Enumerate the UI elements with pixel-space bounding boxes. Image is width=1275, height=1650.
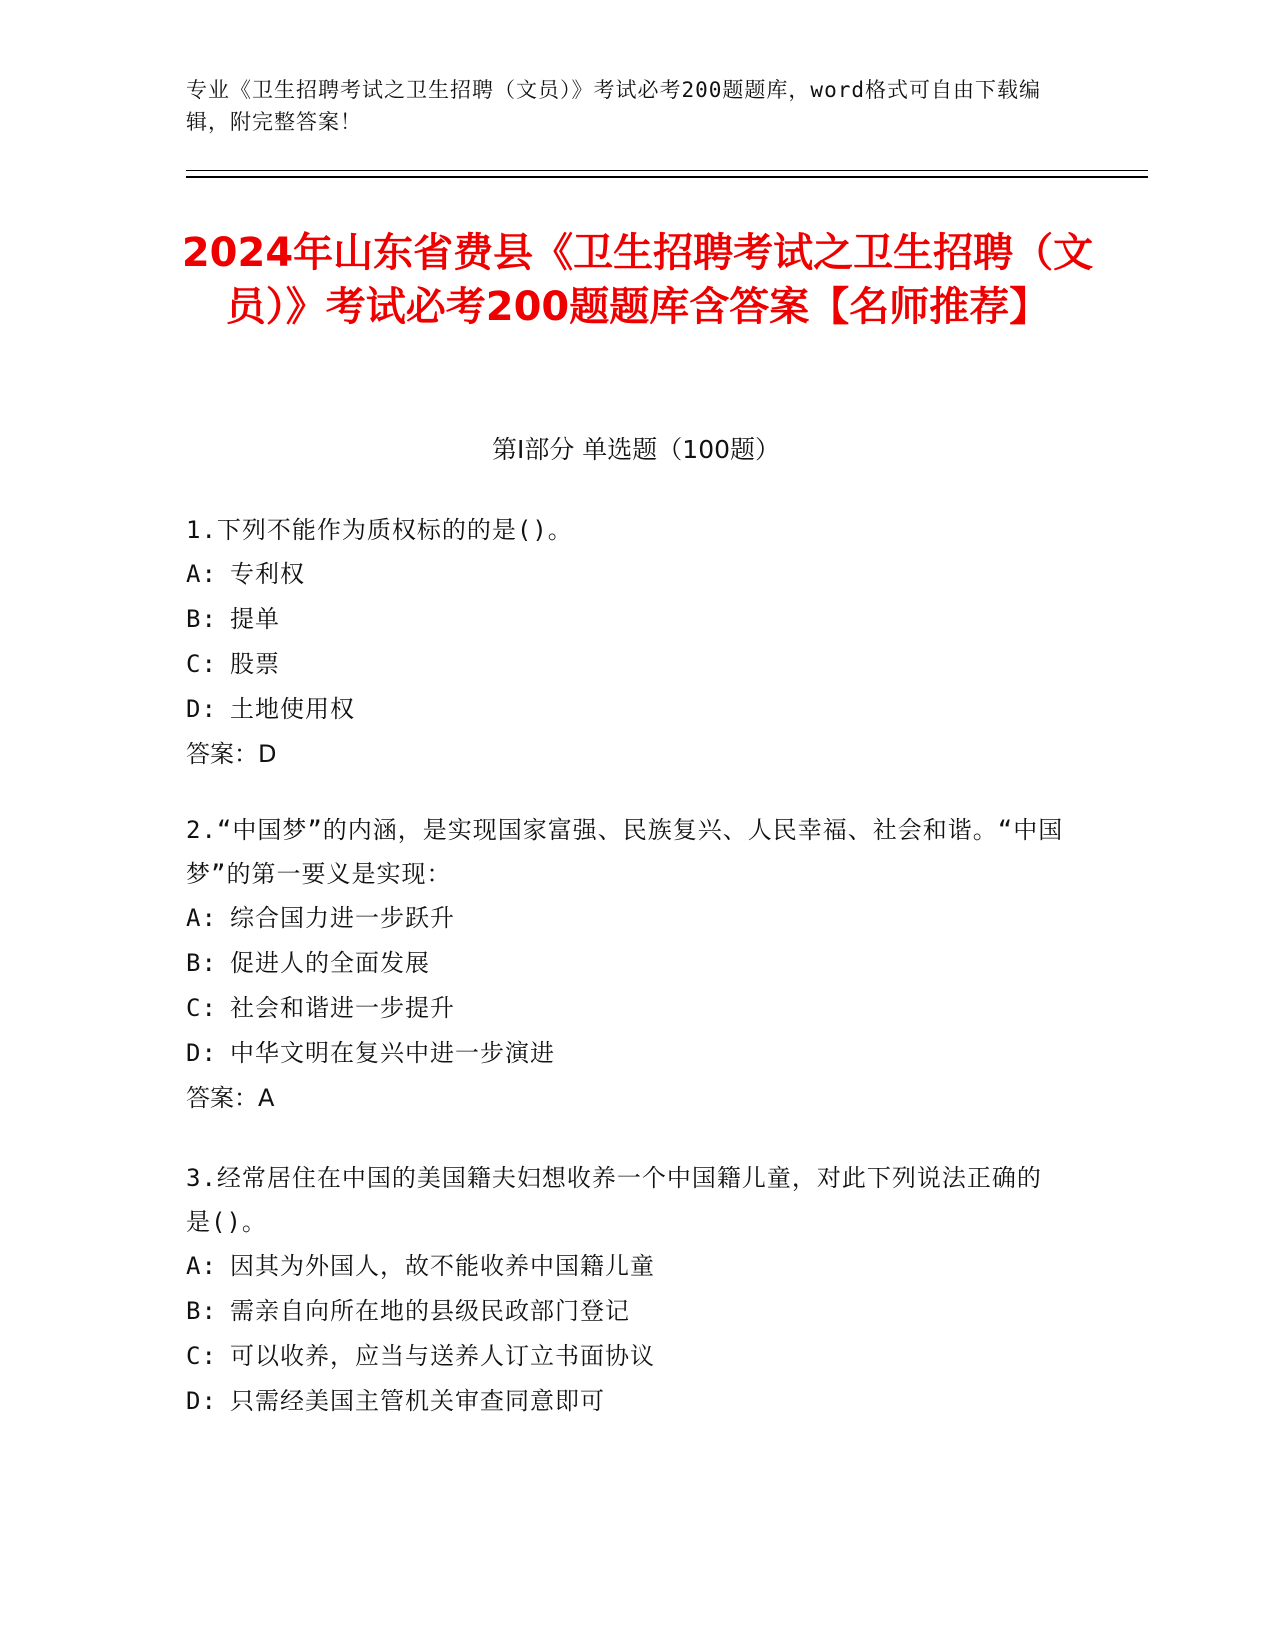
option-letter: C: xyxy=(186,650,217,678)
option-letter: D: xyxy=(186,695,217,723)
document-title: 2024年山东省费县《卫生招聘考试之卫生招聘（文员）》考试必考200题题库含答案【名师推荐】 xyxy=(181,230,1094,330)
option-text: 土地使用权 xyxy=(230,695,355,723)
option-letter: D: xyxy=(186,1387,217,1415)
option-b xyxy=(186,1289,1066,1334)
option-letter: A: xyxy=(186,904,217,932)
option-text: 股票 xyxy=(230,650,280,678)
header-note: 专业《卫生招聘考试之卫生招聘（文员）》考试必考200题题库，word格式可自由下载编辑，附完整答案！ xyxy=(186,78,1041,134)
question-text: 3.经常居住在中国的美国籍夫妇想收养一个中国籍儿童，对此下列说法正确的是()。 xyxy=(186,1164,1042,1236)
option-a xyxy=(186,1244,1066,1289)
answer: 答案：A xyxy=(186,1084,275,1112)
header-rule-thin xyxy=(186,170,1148,171)
option-a xyxy=(186,896,1066,941)
option-d xyxy=(186,1379,1066,1424)
option-text: 提单 xyxy=(230,605,280,633)
option-text: 综合国力进一步跃升 xyxy=(230,904,455,932)
question-text: 2.“中国梦”的内涵，是实现国家富强、民族复兴、人民幸福、社会和谐。“中国梦”的第一要义是实现： xyxy=(186,816,1064,888)
answer: 答案：D xyxy=(186,740,277,768)
section-title: 第Ⅰ部分 单选题（100题） xyxy=(491,435,781,464)
option-d xyxy=(186,687,1066,732)
option-text: 需亲自向所在地的县级民政部门登记 xyxy=(230,1297,630,1325)
question-2 xyxy=(186,808,1066,1121)
option-text: 促进人的全面发展 xyxy=(230,949,430,977)
option-letter: B: xyxy=(186,1297,217,1325)
header-rule-thick xyxy=(186,176,1148,178)
option-a xyxy=(186,552,1066,597)
option-c xyxy=(186,642,1066,687)
option-text: 社会和谐进一步提升 xyxy=(230,994,455,1022)
option-text: 只需经美国主管机关审查同意即可 xyxy=(230,1387,605,1415)
question-1 xyxy=(186,508,1066,777)
option-letter: A: xyxy=(186,1252,217,1280)
question-text: 1.下列不能作为质权标的的是()。 xyxy=(186,516,573,544)
option-c xyxy=(186,1334,1066,1379)
option-letter: B: xyxy=(186,605,217,633)
option-d xyxy=(186,1031,1066,1076)
option-text: 中华文明在复兴中进一步演进 xyxy=(230,1039,555,1067)
option-text: 因其为外国人，故不能收养中国籍儿童 xyxy=(230,1252,655,1280)
option-c xyxy=(186,986,1066,1031)
option-letter: A: xyxy=(186,560,217,588)
question-3 xyxy=(186,1156,1066,1424)
option-letter: B: xyxy=(186,949,217,977)
option-text: 可以收养，应当与送养人订立书面协议 xyxy=(230,1342,655,1370)
option-letter: C: xyxy=(186,1342,217,1370)
option-letter: D: xyxy=(186,1039,217,1067)
option-b xyxy=(186,941,1066,986)
option-b xyxy=(186,597,1066,642)
option-text: 专利权 xyxy=(230,560,305,588)
option-letter: C: xyxy=(186,994,217,1022)
